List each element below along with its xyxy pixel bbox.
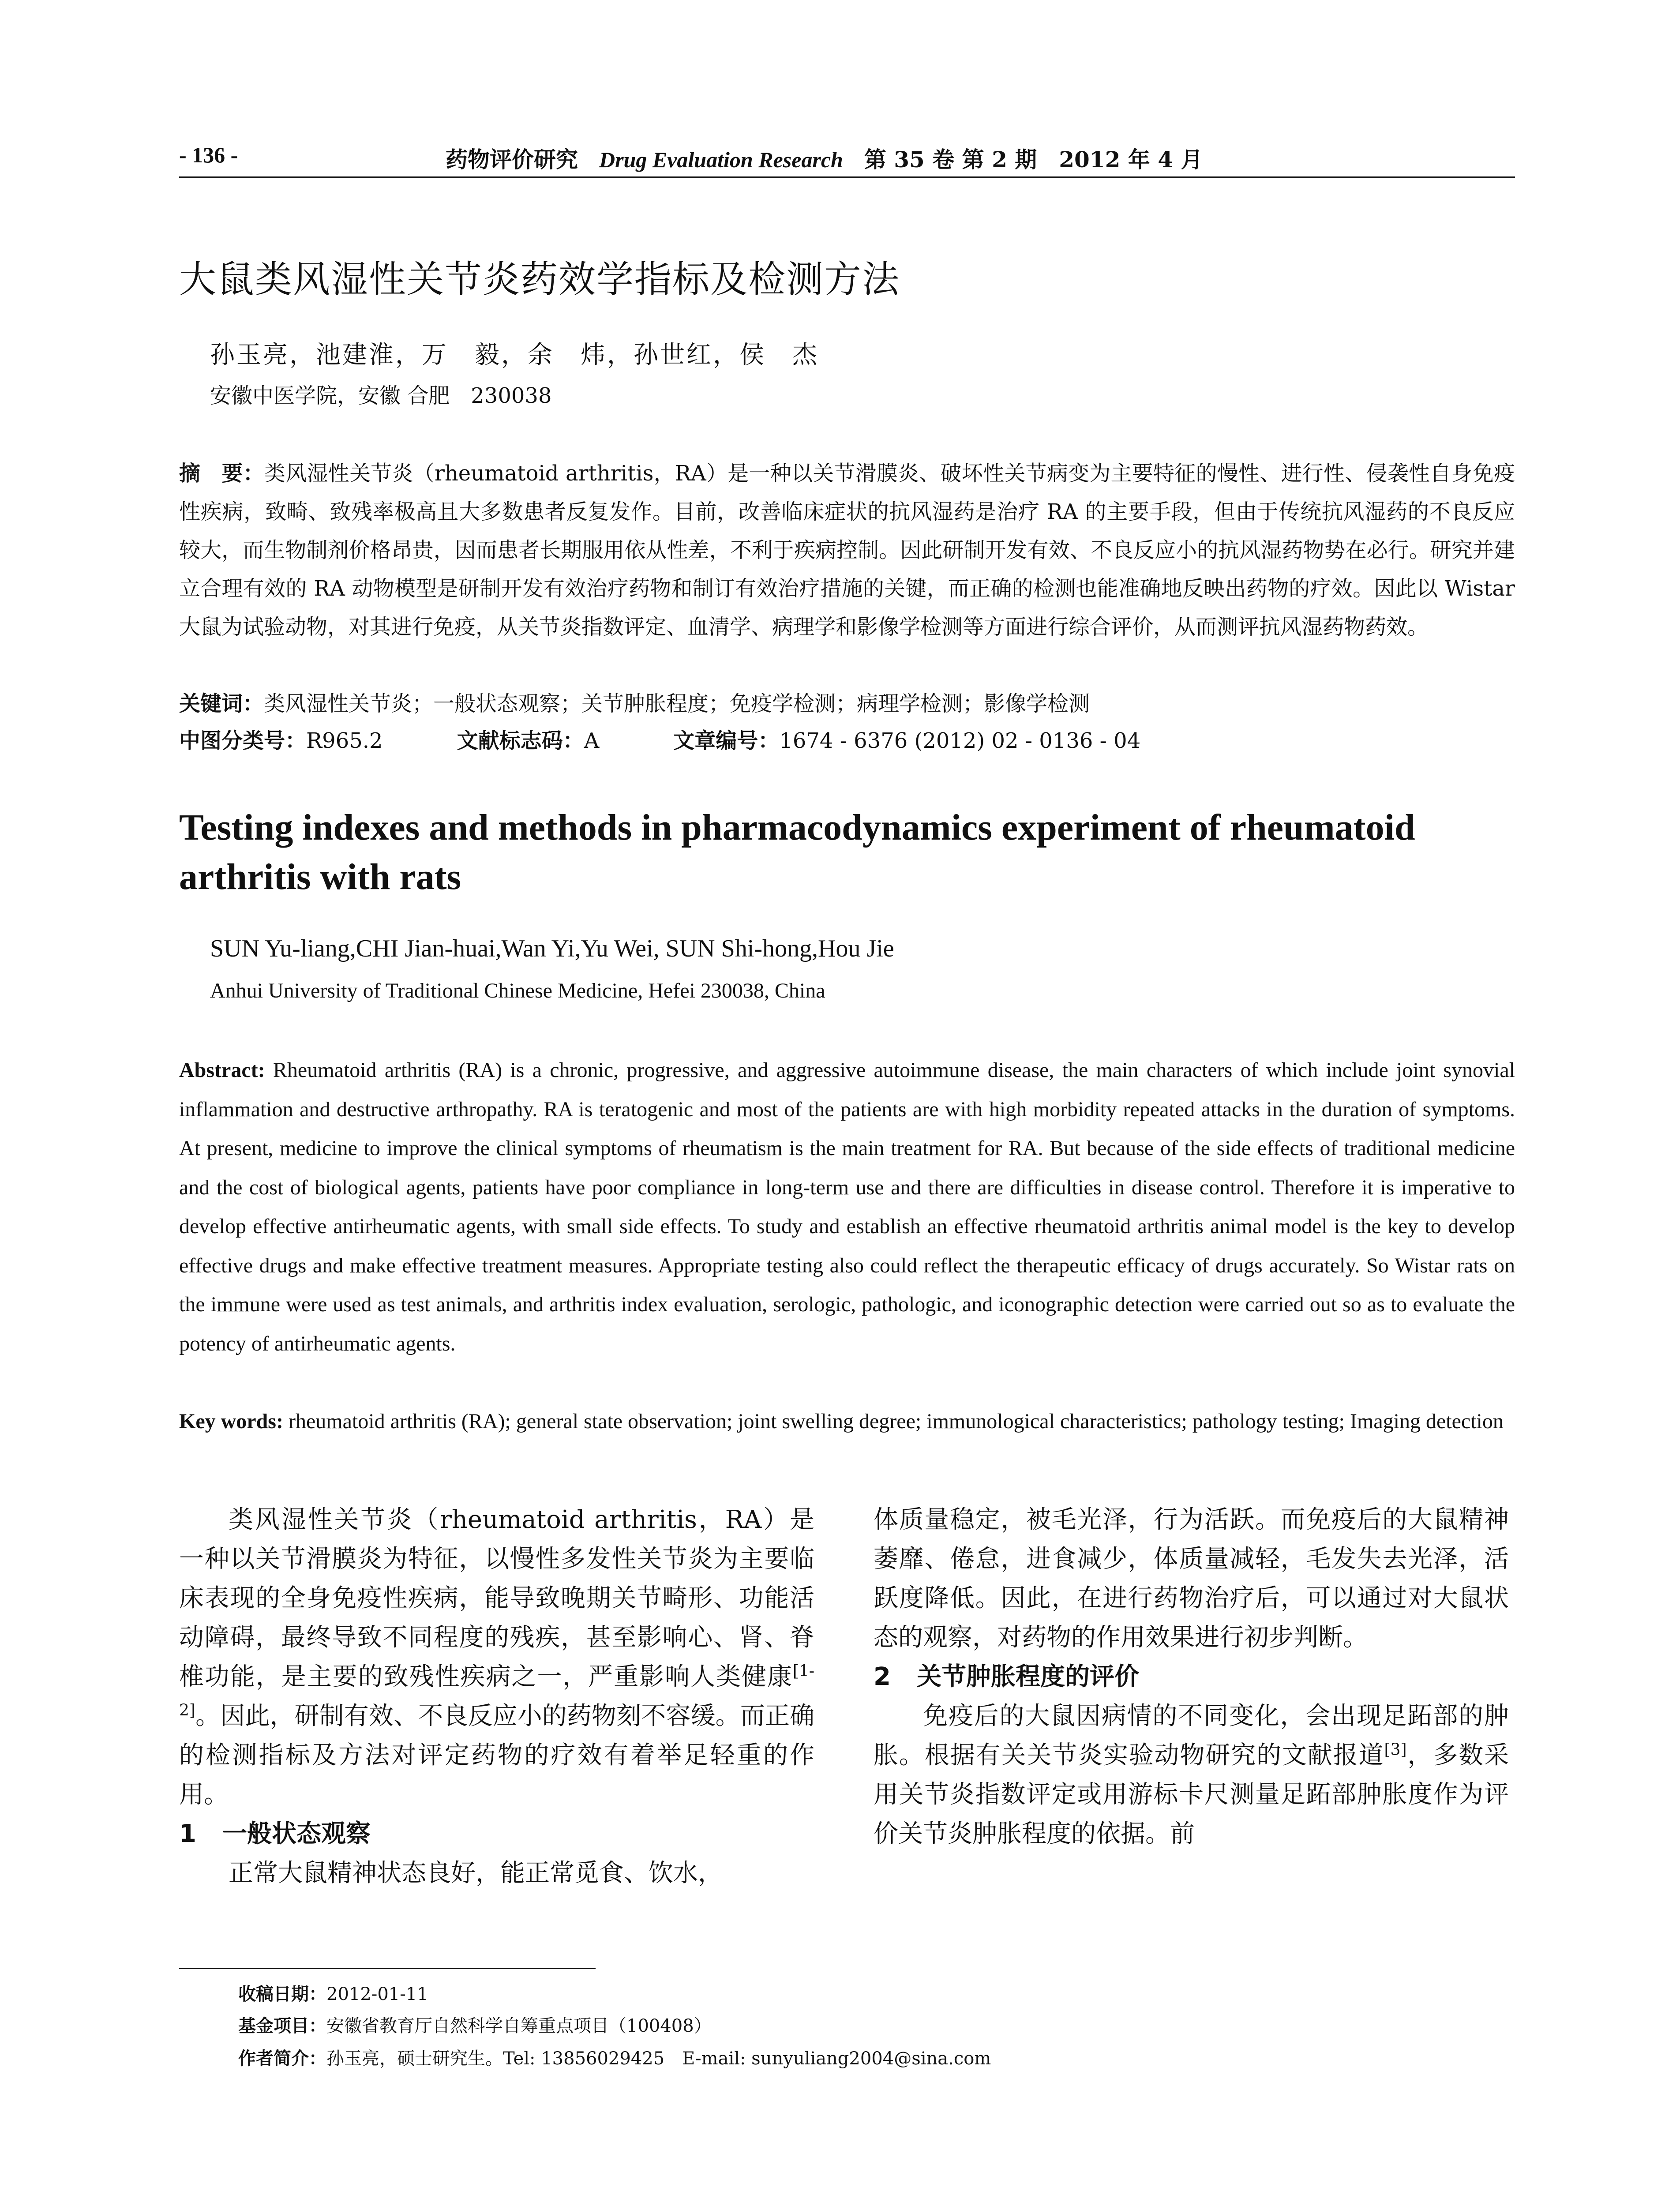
abstract-zh-label: 摘 要：	[179, 461, 264, 486]
author-info: 孙玉亮，硕士研究生。Tel: 13856029425 E-mail: sunyuliang2004@sina.com	[326, 2048, 991, 2069]
intro-paragraph	[179, 1500, 814, 1814]
keywords-en-text: rheumatoid arthritis (RA); general state observation; joint swelling degree; immunological characteristics; pathology testing; Imaging detection	[288, 1410, 1504, 1433]
sec2-text-a: 免疫后的大鼠因病情的不同变化，会出现足跖部的肿胀。根据有关关节炎实验动物研究的文献报道	[874, 1702, 1509, 1770]
journal-logo: 药物评价研究	[446, 146, 578, 173]
journal-header	[446, 142, 1203, 174]
doc-code-label: 文献标志码：	[457, 728, 584, 753]
affiliation-en: Anhui University of Traditional Chinese Medicine, Hefei 230038, China	[210, 979, 825, 1002]
received-label: 收稿日期：	[238, 1984, 326, 2004]
keywords-en-label: Key words:	[179, 1410, 283, 1433]
doc-code-value: A	[584, 728, 600, 753]
section1-paragraph-cont: 体质量稳定，被毛光泽，行为活跃。而免疫后的大鼠精神萎靡、倦怠，进食减少，体质量减轻，毛发失去光泽，活跃度降低。因此，在进行药物治疗后，可以通过对大鼠状态的观察，对药物的作用效果进行初步判断。	[874, 1505, 1509, 1652]
article-title-en: Testing indexes and methods in pharmacodynamics experiment of rheumatoid arthritis with rats	[179, 807, 1415, 897]
article-title-zh: 大鼠类风湿性关节炎药效学指标及检测方法	[179, 258, 900, 301]
affiliation-zh: 安徽中医学院，安徽 合肥 230038	[210, 383, 552, 408]
citation-ref[interactable]: [1-2]	[179, 1662, 814, 1720]
footnote-received	[238, 1980, 428, 2005]
section2-paragraph	[874, 1696, 1509, 1853]
section-number: 2	[874, 1662, 891, 1691]
clc-label: 中图分类号：	[179, 728, 307, 753]
section1-paragraph-start: 正常大鼠精神状态良好，能正常觅食、饮水，	[229, 1859, 723, 1887]
keywords-zh-label: 关键词：	[179, 691, 264, 716]
page-number: - 136 -	[179, 143, 238, 167]
keywords-zh	[179, 685, 1515, 723]
abstract-en-label: Abstract:	[179, 1058, 265, 1082]
abstract-zh-text: 类风湿性关节炎（rheumatoid arthritis，RA）是一种以关节滑膜炎、破坏性关节病变为主要特征的慢性、进行性、侵袭性自身免疫性疾病，致畸、致残率极高且大多数患者反复发作。目前，改善临床症状的抗风湿药是治疗 RA 的主要手段，但由于传统抗风湿药的不良反应较大，而生物制剂价格昂贵，因而患者长期服用依从性差，不利于疾病控制。因此研制开发有效、不良反应小的抗风湿药物势在必行。研究并建立合理有效的 RA 动物模型是研制开发有效治疗药物和制订有效治疗措施的关键，而正确的检测也能准确地反映出药物的疗效。因此以 Wistar 大鼠为试验动物，对其进行免疫，从关节炎指数评定、血清学、病理学和影像学检测等方面进行综合评价，从而测评抗风湿药物药效。	[179, 461, 1515, 639]
intro-text-b: 。因此，研制有效、不良反应小的药物刻不容缓。而正确的检测指标及方法对评定药物的疗效有着举足轻重的作用。	[179, 1702, 814, 1809]
abstract-zh	[179, 454, 1515, 646]
intro-text-a: 类风湿性关节炎（rheumatoid arthritis，RA）是一种以关节滑膜炎为特征，以慢性多发性关节炎为主要临床表现的全身免疫性疾病，能导致晚期关节畸形、功能活动障碍，最终导致不同程度的残疾，甚至影响心、肾、脊椎功能，是主要的致残性疾病之一，严重影响人类健康	[179, 1505, 814, 1691]
section-heading-1	[179, 1814, 814, 1853]
fund-value: 安徽省教育厅自然科学自筹重点项目（100408）	[326, 2016, 712, 2036]
abstract-en	[179, 1051, 1515, 1363]
fund-label: 基金项目：	[238, 2016, 326, 2036]
footnote-author	[238, 2045, 991, 2070]
body-column-right	[874, 1500, 1509, 1853]
footnote-rule	[179, 1968, 596, 1969]
article-no-value: 1674 - 6376 (2012) 02 - 0136 - 04	[779, 728, 1141, 753]
article-no-label: 文章编号：	[673, 728, 780, 753]
clc-value: R965.2	[306, 728, 383, 753]
issue-info: 第 35 卷 第 2 期 2012 年 4 月	[864, 146, 1203, 173]
sec2-text-b: ，多数采用关节炎指数评定或用游标卡尺测量足跖部肿胀度作为评价关节炎肿胀程度的依据。前	[874, 1741, 1509, 1848]
authors-zh: 孙玉亮，池建淮，万 毅，余 炜，孙世红，侯 杰	[210, 341, 819, 369]
journal-name-en: Drug Evaluation Research	[599, 147, 843, 172]
abstract-en-text: Rheumatoid arthritis (RA) is a chronic, progressive, and aggressive autoimmune disease, the main characters of which include joint synovial inflammation and destructive arthropathy. RA is teratogenic and most of the patients are with high morbidity repeated attacks in the duration of symptoms. At present, medicine to improve the clinical symptoms of rheumatism is the main treatment for RA. But because of the side effects of traditional medicine and the cost of biological agents, patients have poor compliance in long-term use and there are difficulties in disease control. Therefore it is imperative to develop effective antirheumatic agents, with small side effects. To study and establish an effective rheumatoid arthritis animal model is the key to develop effective drugs and make effective treatment measures. Appropriate testing also could reflect the therapeutic efficacy of drugs accurately. So Wistar rats on the immune were used as test animals, and arthritis index evaluation, serologic, pathologic, and iconographic detection were carried out so as to evaluate the potency of antirheumatic agents.	[179, 1058, 1515, 1355]
keywords-zh-text: 类风湿性关节炎；一般状态观察；关节肿胀程度；免疫学检测；病理学检测；影像学检测	[264, 691, 1090, 716]
section-heading-2	[874, 1657, 1509, 1696]
header-rule	[179, 176, 1515, 178]
received-date: 2012-01-11	[326, 1984, 428, 2004]
section-title: 一般状态观察	[222, 1820, 371, 1848]
body-column-left	[179, 1500, 814, 1893]
footnote-fund	[238, 2012, 712, 2037]
classification-line	[179, 724, 1140, 754]
authors-en: SUN Yu-liang,CHI Jian-huai,Wan Yi,Yu Wei, SUN Shi-hong,Hou Jie	[210, 935, 894, 962]
section-number: 1	[179, 1820, 196, 1848]
author-label: 作者简介：	[238, 2048, 326, 2069]
section-title: 关节肿胀程度的评价	[917, 1662, 1139, 1691]
citation-ref[interactable]: [3]	[1384, 1741, 1407, 1759]
keywords-en	[179, 1402, 1515, 1441]
